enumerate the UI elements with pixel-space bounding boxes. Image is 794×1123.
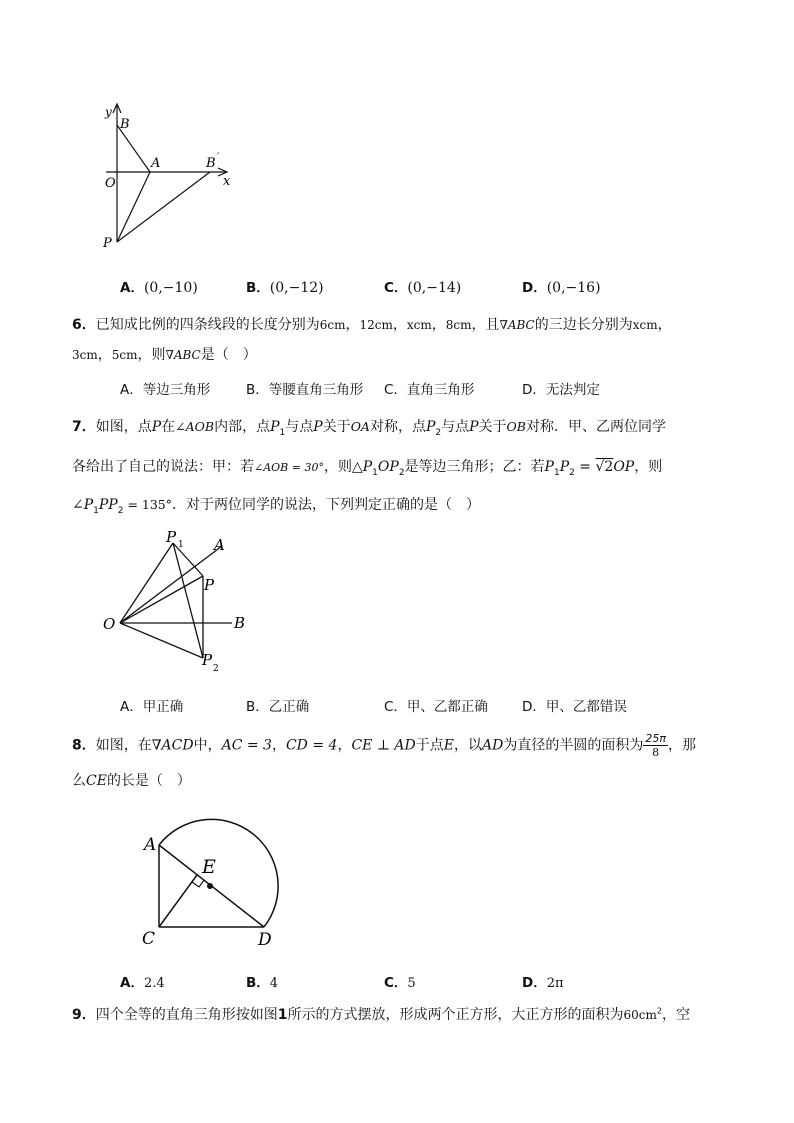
q5-option-d[interactable]: D．(0,−16) (522, 280, 601, 296)
q8-option-a[interactable]: A．2.4 (120, 975, 165, 991)
q5-option-a[interactable]: A．(0,−10) (120, 280, 198, 296)
q8-option-b[interactable]: B．4 (246, 975, 279, 991)
q6-option-d[interactable]: D．无法判定 (522, 382, 600, 398)
q7-reflection-figure (100, 528, 260, 678)
q6-line-1: 6．已知成比例的四条线段的长度分别为6cm，12cm，xcm，8cm，且∇ABC的三边长分别为xcm， (72, 317, 672, 333)
label-O: O (103, 615, 116, 633)
q5-option-b[interactable]: B．(0,−12) (246, 280, 324, 296)
label-x: x (223, 174, 231, 189)
segment-PB-prime (117, 172, 210, 242)
q5-option-d-text: (0,−16) (546, 280, 601, 296)
label-P2-sub: 2 (213, 664, 219, 674)
label-O: O (105, 176, 116, 191)
segment-OP (120, 576, 203, 623)
label-P: P (204, 576, 215, 594)
label-E: E (202, 856, 216, 878)
label-B: B (234, 614, 246, 632)
q7-line-2: 各给出了自己的说法：甲：若∠AOB = 30°，则$\triangle P_1OP_2$是等边三角形；乙：若$P_1P_2 = √2OP$，则 (72, 459, 663, 478)
q8-line-2: 么CE的长是（ ） (72, 773, 191, 789)
q9-number: 9． (72, 1007, 96, 1023)
segment-BA (117, 125, 150, 172)
q7-option-d[interactable]: D．甲、乙都错误 (522, 699, 627, 715)
q5-option-c[interactable]: C．(0,−14) (384, 280, 462, 296)
label-y: y (105, 105, 112, 119)
q6-option-b[interactable]: B．等腰直角三角形 (246, 382, 364, 398)
q8-number: 8． (72, 737, 96, 754)
q8-option-d[interactable]: D．2π (522, 975, 564, 991)
center-point (207, 883, 213, 889)
segment-AP (117, 172, 150, 242)
label-B: B (120, 117, 130, 132)
q6-line-2: 3cm，5cm，则∇ABC是（ ） (72, 347, 257, 363)
label-P1-sub: 1 (178, 540, 184, 550)
label-A: A (144, 835, 157, 855)
segment-OP1 (120, 543, 173, 623)
q8-fraction: $\frac{25\pi}{8}$ (645, 732, 666, 759)
q7-option-c[interactable]: C．甲、乙都正确 (384, 699, 488, 715)
q9-line-1: 9．四个全等的直角三角形按如图1所示的方式摆放，形成两个正方形，大正方形的面积为$60cm^2$，空 (72, 1006, 690, 1023)
label-prime-mark: ′ (217, 152, 220, 163)
q8-line-1: 8．如图，在∇ACD中，AC = 3，CD = 4，CE ⊥ AD于点E，以AD为直径的半圆的面积为 $\frac{25\pi}{8}$ ，那 (72, 732, 696, 759)
q6-number: 6． (72, 317, 96, 333)
right-angle-mark (192, 880, 204, 887)
label-P: P (103, 236, 112, 251)
label-D: D (258, 930, 272, 950)
q6-option-c[interactable]: C．直角三角形 (384, 382, 475, 398)
q7-option-a[interactable]: A．甲正确 (120, 699, 184, 715)
label-C: C (142, 929, 156, 949)
label-P1: P (166, 528, 177, 546)
segment-OP2 (120, 623, 203, 658)
q8-semicircle-figure (140, 815, 300, 955)
q8-option-c[interactable]: C．5 (384, 975, 416, 991)
segment-CE (159, 875, 197, 927)
q5-option-b-text: (0,−12) (269, 280, 324, 296)
q5-option-a-text: (0,−10) (143, 280, 198, 296)
q5-option-c-text: (0,−14) (407, 280, 462, 296)
label-P2: P (202, 651, 213, 669)
q7-number: 7． (72, 419, 96, 435)
q7-line-1: 7．如图，点P在∠AOB内部，点$P_1$与点P关于OA对称，点$P_2$与点P关于OB对称．甲、乙两位同学 (72, 419, 666, 438)
q7-option-b[interactable]: B．乙正确 (246, 699, 310, 715)
q7-line-3: $\angle P_1PP_2 = 135^\circ$．对于两位同学的说法，下列判定正确的是（ ） (72, 497, 480, 516)
q5-coordinate-figure (100, 100, 240, 255)
label-B-prime: B (206, 156, 216, 171)
semicircle-arc (159, 819, 278, 927)
label-A: A (151, 156, 161, 171)
q6-option-a[interactable]: A．等边三角形 (120, 382, 211, 398)
label-A: A (214, 536, 225, 554)
